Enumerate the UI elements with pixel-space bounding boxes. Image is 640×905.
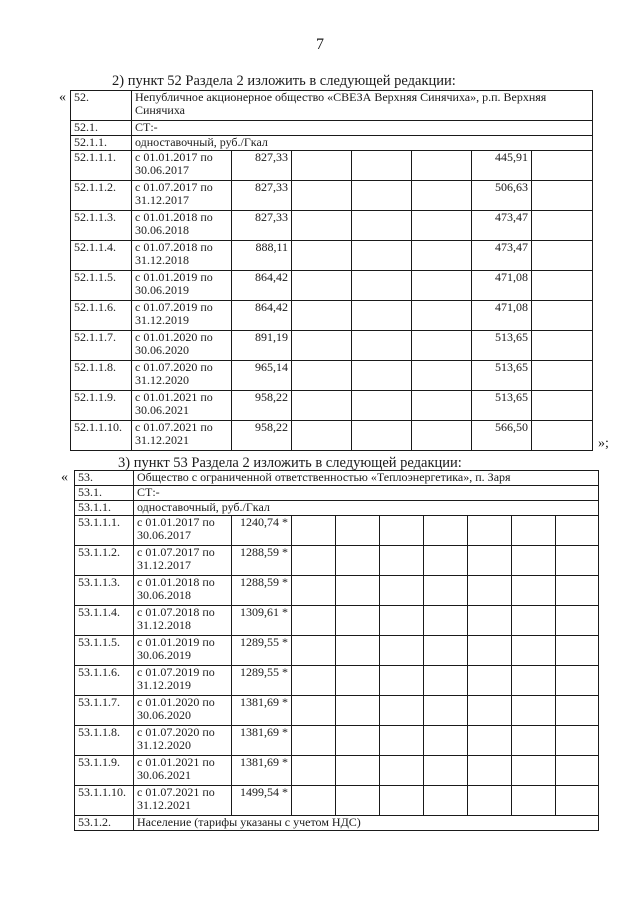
ct-row [71, 121, 593, 136]
tariff-value: 827,33 [232, 181, 292, 211]
tariff-value-2: 471,08 [472, 301, 532, 331]
empty-cell [468, 726, 512, 756]
tariff-value-2: 506,63 [472, 181, 532, 211]
empty-cell [424, 756, 468, 786]
page-number: 7 [316, 36, 324, 53]
empty-cell [336, 576, 380, 606]
empty-cell [412, 361, 472, 391]
rate-type-row [71, 136, 593, 151]
empty-cell [532, 151, 593, 181]
row-number: 52.1.1.10. [71, 421, 132, 451]
tariff-value: 864,42 [232, 301, 292, 331]
empty-cell [352, 391, 412, 421]
empty-cell [292, 211, 352, 241]
empty-cell [292, 271, 352, 301]
empty-cell [532, 421, 593, 451]
population-row [75, 816, 599, 831]
population-number: 53.1.2. [75, 816, 134, 831]
empty-cell [512, 756, 556, 786]
period: с 01.07.2019 по 31.12.2019 [134, 666, 232, 696]
empty-cell [352, 361, 412, 391]
period: с 01.07.2020 по 31.12.2020 [134, 726, 232, 756]
tariff-value-2: 445,91 [472, 151, 532, 181]
org-number: 52. [71, 91, 132, 121]
rate-type-label: одноставочный, руб./Гкал [134, 501, 599, 516]
tariff-row [75, 516, 599, 546]
tariff-value-2: 513,65 [472, 331, 532, 361]
row-number: 53.1.1.8. [75, 726, 134, 756]
empty-cell [512, 546, 556, 576]
tariff-row [75, 786, 599, 816]
empty-cell [292, 666, 336, 696]
empty-cell [412, 211, 472, 241]
period: с 01.07.2019 по 31.12.2019 [132, 301, 232, 331]
empty-cell [512, 786, 556, 816]
tariff-row [71, 421, 593, 451]
empty-cell [556, 546, 599, 576]
section-53-heading: 3) пункт 53 Раздела 2 изложить в следующей редакции: [118, 455, 462, 471]
empty-cell [380, 606, 424, 636]
empty-cell [292, 391, 352, 421]
empty-cell [412, 271, 472, 301]
empty-cell [292, 786, 336, 816]
empty-cell [532, 181, 593, 211]
empty-cell [336, 636, 380, 666]
rate-type-label: одноставочный, руб./Гкал [132, 136, 593, 151]
row-number: 52.1.1.7. [71, 331, 132, 361]
empty-cell [412, 241, 472, 271]
rate-type-row [75, 501, 599, 516]
empty-cell [412, 181, 472, 211]
empty-cell [352, 331, 412, 361]
empty-cell [468, 756, 512, 786]
period: с 01.01.2021 по 30.06.2021 [134, 756, 232, 786]
section-52-close-quote: »; [598, 436, 609, 451]
empty-cell [532, 301, 593, 331]
empty-cell [380, 756, 424, 786]
empty-cell [468, 666, 512, 696]
row-number: 52.1.1.4. [71, 241, 132, 271]
period: с 01.07.2018 по 31.12.2018 [132, 241, 232, 271]
empty-cell [412, 151, 472, 181]
empty-cell [468, 576, 512, 606]
tariff-row [71, 181, 593, 211]
org-row [75, 471, 599, 486]
tariff-row [75, 726, 599, 756]
tariff-row [71, 271, 593, 301]
period: с 01.07.2018 по 31.12.2018 [134, 606, 232, 636]
tariff-row [71, 301, 593, 331]
tariff-value-2: 513,65 [472, 361, 532, 391]
period: с 01.01.2018 по 30.06.2018 [134, 576, 232, 606]
tariff-value: 965,14 [232, 361, 292, 391]
period: с 01.01.2019 по 30.06.2019 [132, 271, 232, 301]
empty-cell [532, 331, 593, 361]
period: с 01.07.2017 по 31.12.2017 [134, 546, 232, 576]
empty-cell [292, 181, 352, 211]
empty-cell [512, 726, 556, 756]
row-number: 52.1.1.5. [71, 271, 132, 301]
tariff-value: 1309,61 * [232, 606, 292, 636]
empty-cell [556, 606, 599, 636]
tariff-value: 1289,55 * [232, 636, 292, 666]
empty-cell [424, 636, 468, 666]
population-label: Население (тарифы указаны с учетом НДС) [134, 816, 599, 831]
empty-cell [512, 516, 556, 546]
empty-cell [380, 666, 424, 696]
tariff-row [71, 241, 593, 271]
empty-cell [424, 666, 468, 696]
empty-cell [292, 576, 336, 606]
ct-row [75, 486, 599, 501]
empty-cell [556, 516, 599, 546]
tariff-row [71, 331, 593, 361]
period: с 01.01.2020 по 30.06.2020 [132, 331, 232, 361]
empty-cell [292, 546, 336, 576]
tariff-row [75, 756, 599, 786]
empty-cell [424, 786, 468, 816]
tariff-row [75, 696, 599, 726]
empty-cell [556, 666, 599, 696]
tariff-value-2: 473,47 [472, 241, 532, 271]
row-number: 53.1.1.9. [75, 756, 134, 786]
tariff-row [75, 576, 599, 606]
period: с 01.01.2021 по 30.06.2021 [132, 391, 232, 421]
empty-cell [292, 361, 352, 391]
org-name: Непубличное акционерное общество «СВЕЗА Верхняя Синячиха», р.п. Верхняя Синячиха [132, 91, 593, 121]
tariff-value: 891,19 [232, 331, 292, 361]
tariff-row [71, 151, 593, 181]
empty-cell [512, 666, 556, 696]
empty-cell [336, 546, 380, 576]
empty-cell [424, 606, 468, 636]
row-number: 52.1.1.3. [71, 211, 132, 241]
empty-cell [412, 421, 472, 451]
tariff-value: 1499,54 * [232, 786, 292, 816]
empty-cell [352, 211, 412, 241]
empty-cell [468, 516, 512, 546]
period: с 01.01.2020 по 30.06.2020 [134, 696, 232, 726]
empty-cell [512, 576, 556, 606]
empty-cell [352, 241, 412, 271]
row-number: 53.1.1.2. [75, 546, 134, 576]
empty-cell [352, 271, 412, 301]
empty-cell [352, 181, 412, 211]
empty-cell [336, 606, 380, 636]
empty-cell [468, 696, 512, 726]
period: с 01.07.2020 по 31.12.2020 [132, 361, 232, 391]
ct-number: 52.1. [71, 121, 132, 136]
empty-cell [380, 636, 424, 666]
row-number: 53.1.1.10. [75, 786, 134, 816]
section-52-heading: 2) пункт 52 Раздела 2 изложить в следующей редакции: [112, 73, 456, 89]
empty-cell [292, 636, 336, 666]
tariff-row [71, 361, 593, 391]
empty-cell [556, 576, 599, 606]
empty-cell [292, 726, 336, 756]
row-number: 53.1.1.4. [75, 606, 134, 636]
empty-cell [292, 606, 336, 636]
empty-cell [292, 151, 352, 181]
tariff-value: 1288,59 * [232, 576, 292, 606]
empty-cell [352, 301, 412, 331]
ct-label: СТ:- [134, 486, 599, 501]
empty-cell [556, 696, 599, 726]
empty-cell [336, 516, 380, 546]
row-number: 52.1.1.8. [71, 361, 132, 391]
row-number: 52.1.1.2. [71, 181, 132, 211]
empty-cell [336, 786, 380, 816]
empty-cell [352, 151, 412, 181]
empty-cell [512, 636, 556, 666]
tariff-value: 888,11 [232, 241, 292, 271]
tariff-value: 827,33 [232, 151, 292, 181]
empty-cell [292, 516, 336, 546]
empty-cell [336, 666, 380, 696]
tariff-row [75, 546, 599, 576]
empty-cell [336, 696, 380, 726]
empty-cell [424, 726, 468, 756]
tariff-value: 864,42 [232, 271, 292, 301]
empty-cell [380, 696, 424, 726]
empty-cell [556, 726, 599, 756]
tariff-value: 1381,69 * [232, 756, 292, 786]
tariff-value: 1381,69 * [232, 696, 292, 726]
empty-cell [556, 756, 599, 786]
tariff-row [71, 391, 593, 421]
period: с 01.07.2021 по 31.12.2021 [134, 786, 232, 816]
empty-cell [380, 786, 424, 816]
empty-cell [380, 516, 424, 546]
empty-cell [532, 211, 593, 241]
period: с 01.01.2018 по 30.06.2018 [132, 211, 232, 241]
period: с 01.07.2021 по 31.12.2021 [132, 421, 232, 451]
org-name: Общество с ограниченной ответственностью «Теплоэнергетика», п. Заря [134, 471, 599, 486]
empty-cell [380, 726, 424, 756]
empty-cell [556, 636, 599, 666]
row-number: 52.1.1.6. [71, 301, 132, 331]
empty-cell [512, 696, 556, 726]
empty-cell [336, 756, 380, 786]
tariff-value-2: 471,08 [472, 271, 532, 301]
row-number: 53.1.1.3. [75, 576, 134, 606]
empty-cell [412, 331, 472, 361]
section-52-open-quote: « [59, 90, 66, 105]
rate-type-number: 52.1.1. [71, 136, 132, 151]
org-number: 53. [75, 471, 134, 486]
tariff-value-2: 513,65 [472, 391, 532, 421]
period: с 01.07.2017 по 31.12.2017 [132, 181, 232, 211]
row-number: 53.1.1.5. [75, 636, 134, 666]
row-number: 53.1.1.6. [75, 666, 134, 696]
tariff-row [75, 606, 599, 636]
empty-cell [424, 576, 468, 606]
row-number: 52.1.1.9. [71, 391, 132, 421]
empty-cell [292, 756, 336, 786]
ct-number: 53.1. [75, 486, 134, 501]
empty-cell [292, 301, 352, 331]
section-53-table [74, 470, 599, 831]
empty-cell [532, 391, 593, 421]
org-row [71, 91, 593, 121]
empty-cell [424, 516, 468, 546]
row-number: 53.1.1.7. [75, 696, 134, 726]
tariff-value: 958,22 [232, 421, 292, 451]
tariff-value: 1381,69 * [232, 726, 292, 756]
tariff-value: 958,22 [232, 391, 292, 421]
empty-cell [292, 696, 336, 726]
period: с 01.01.2019 по 30.06.2019 [134, 636, 232, 666]
empty-cell [336, 726, 380, 756]
empty-cell [424, 696, 468, 726]
empty-cell [424, 546, 468, 576]
row-number: 52.1.1.1. [71, 151, 132, 181]
empty-cell [292, 241, 352, 271]
empty-cell [512, 606, 556, 636]
empty-cell [292, 331, 352, 361]
tariff-value: 1289,55 * [232, 666, 292, 696]
empty-cell [380, 546, 424, 576]
period: с 01.01.2017 по 30.06.2017 [134, 516, 232, 546]
empty-cell [532, 271, 593, 301]
empty-cell [468, 546, 512, 576]
section-52-table [70, 90, 593, 451]
section-53-open-quote: « [61, 470, 68, 485]
empty-cell [532, 241, 593, 271]
empty-cell [380, 576, 424, 606]
tariff-value: 1288,59 * [232, 546, 292, 576]
empty-cell [468, 606, 512, 636]
tariff-row [71, 211, 593, 241]
row-number: 53.1.1.1. [75, 516, 134, 546]
period: с 01.01.2017 по 30.06.2017 [132, 151, 232, 181]
empty-cell [532, 361, 593, 391]
tariff-value-2: 566,50 [472, 421, 532, 451]
ct-label: СТ:- [132, 121, 593, 136]
tariff-row [75, 636, 599, 666]
empty-cell [468, 636, 512, 666]
empty-cell [292, 421, 352, 451]
empty-cell [556, 786, 599, 816]
rate-type-number: 53.1.1. [75, 501, 134, 516]
tariff-value: 827,33 [232, 211, 292, 241]
tariff-row [75, 666, 599, 696]
tariff-value-2: 473,47 [472, 211, 532, 241]
empty-cell [352, 421, 412, 451]
empty-cell [468, 786, 512, 816]
empty-cell [412, 391, 472, 421]
empty-cell [412, 301, 472, 331]
tariff-value: 1240,74 * [232, 516, 292, 546]
